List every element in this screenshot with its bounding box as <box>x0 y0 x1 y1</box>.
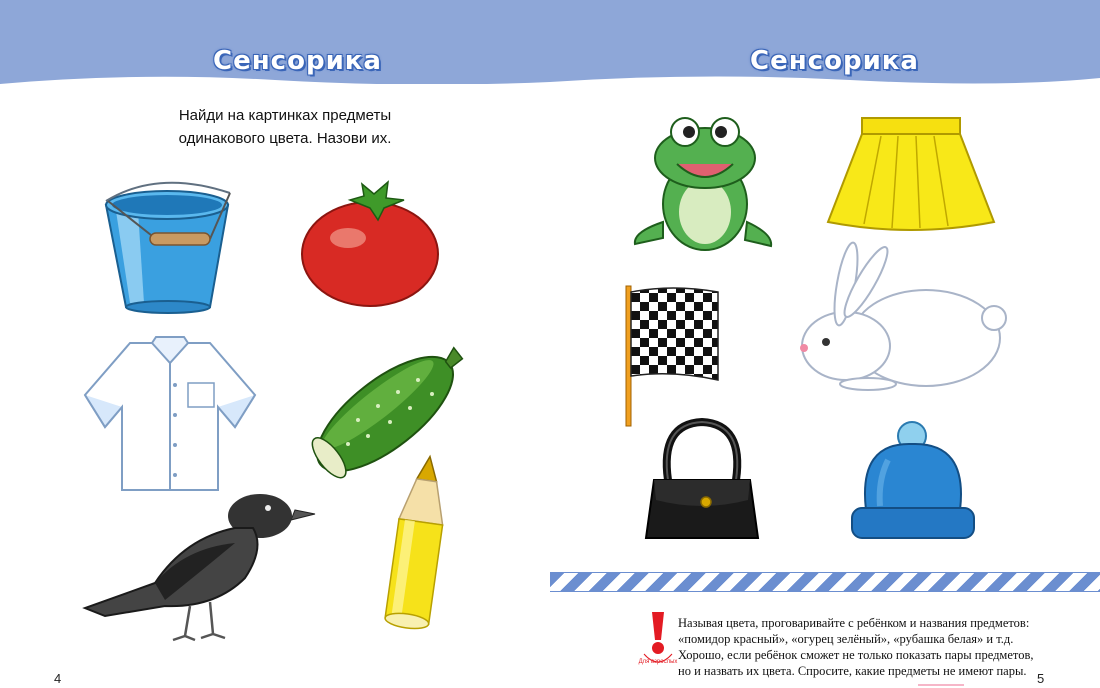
pencil-icon <box>380 452 460 634</box>
decorative-line <box>918 684 964 686</box>
note-line-1: Называя цвета, проговаривайте с ребёнком и названия предметов: <box>678 616 1030 630</box>
right-page-title: Сенсорика <box>750 46 919 76</box>
handbag-icon <box>640 418 765 543</box>
badge-label: Для взрослых <box>638 659 678 665</box>
parent-note <box>678 615 1078 679</box>
frog-icon <box>633 112 773 267</box>
hat-icon <box>848 420 978 545</box>
note-line-3: Хорошо, если ребёнок сможет не только показать пары предметов, <box>678 648 1034 662</box>
note-line-4: но и назвать их цвета. Спросите, какие предметы не имеют пары. <box>678 664 1027 678</box>
rabbit-icon <box>798 238 1010 393</box>
crow-icon <box>85 488 320 643</box>
header-wave-edge <box>0 70 1100 88</box>
page-number-left: 4 <box>54 671 62 686</box>
skirt-icon <box>826 114 996 234</box>
instruction-line-1: Найди на картинках предметы <box>178 107 392 124</box>
task-instruction <box>160 104 410 150</box>
left-page-title: Сенсорика <box>213 46 382 76</box>
page-number-right: 5 <box>1037 671 1045 686</box>
shirt-icon <box>80 335 260 495</box>
note-line-2: «помидор красный», «огурец зелёный», «рубашка белая» и т.д. <box>678 632 1014 646</box>
instruction-line-2: одинакового цвета. Назови их. <box>178 130 392 147</box>
decorative-stripe <box>550 572 1100 592</box>
tomato-icon <box>300 178 442 308</box>
for-adults-badge-icon <box>638 610 678 666</box>
checkered-flag-icon <box>622 284 722 429</box>
bucket-icon <box>98 175 238 315</box>
